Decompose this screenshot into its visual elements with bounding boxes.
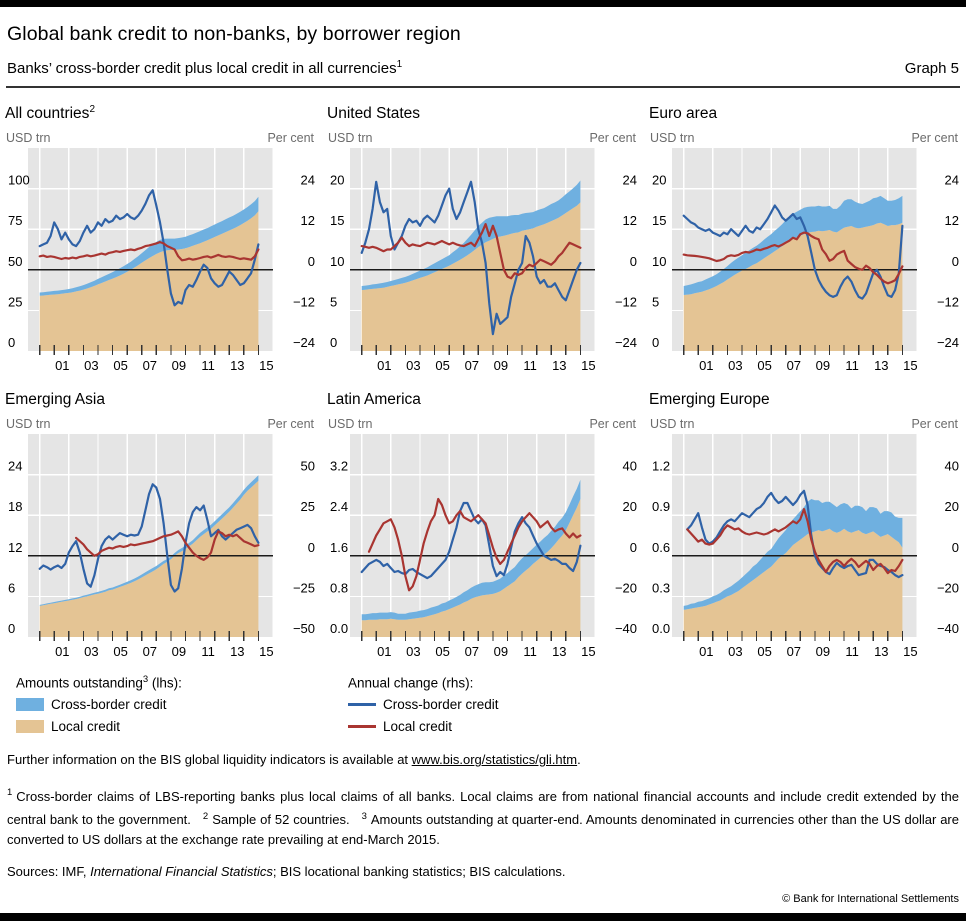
panel-latin-america [322, 376, 644, 662]
legend-heading-change: Annual change (rhs): [348, 675, 474, 691]
x-axis-year-label: 07 [464, 358, 480, 374]
chart-emerging-asia [0, 434, 322, 662]
footnote-2: $^2$ Sample of 52 countries. [202, 810, 350, 827]
legend-group-change [348, 674, 499, 736]
chart-united-states [322, 148, 644, 376]
axis-units [328, 417, 636, 431]
right-axis-tick-label: 40 [944, 458, 959, 474]
panel-united-states [322, 90, 644, 376]
x-axis-year-label: 09 [171, 644, 187, 660]
cross-border-area-swatch [16, 698, 44, 711]
axis-units [6, 131, 314, 145]
left-axis-unit: USD trn [328, 417, 373, 432]
left-axis-tick-label: 100 [8, 172, 30, 188]
x-axis-year-label: 09 [493, 358, 509, 374]
right-axis-tick-label: 24 [944, 172, 959, 188]
x-axis-year-label: 03 [728, 644, 743, 660]
left-axis-tick-label: 0.0 [652, 621, 671, 637]
x-axis-year-label: 01 [699, 358, 714, 374]
x-axis-year-label: 13 [874, 644, 889, 660]
left-axis-tick-label: 0.3 [652, 580, 671, 596]
x-axis-year-label: 13 [230, 644, 245, 660]
x-axis-year-label: 05 [435, 358, 450, 374]
right-axis-tick-label: 12 [622, 213, 637, 229]
left-axis-unit: USD trn [650, 417, 695, 432]
x-axis-year-label: 11 [845, 644, 859, 660]
chart-svg-emerging-europe [644, 434, 966, 662]
right-axis-tick-label: −12 [936, 294, 959, 310]
header [0, 7, 966, 88]
left-axis-tick-label: 0.9 [652, 499, 671, 515]
left-axis-tick-label: 0 [652, 335, 660, 351]
x-axis-year-label: 11 [201, 358, 215, 374]
subtitle-footnote-ref: 1 [396, 59, 403, 70]
right-axis-tick-label: 0 [307, 253, 315, 269]
axis-units [650, 417, 958, 431]
right-axis-tick-label: −20 [614, 580, 637, 596]
x-axis-year-label: 11 [845, 358, 859, 374]
right-axis-tick-label: −24 [614, 335, 637, 351]
x-axis-year-label: 09 [815, 644, 831, 660]
panel-euro-area [644, 90, 966, 376]
gli-statistics-link[interactable]: www.bis.org/statistics/gli.htm [411, 752, 578, 768]
right-axis-tick-label: 24 [622, 172, 637, 188]
x-axis-year-label: 01 [55, 644, 70, 660]
right-axis-tick-label: 50 [300, 458, 315, 474]
legend [0, 674, 966, 736]
panel-title: Latin America [327, 391, 421, 409]
panel-title: Emerging Asia [5, 391, 105, 409]
legend-group-outstanding [16, 674, 182, 736]
right-axis-tick-label: −12 [292, 294, 315, 310]
footnotes [7, 783, 959, 850]
right-axis-tick-label: 0 [951, 253, 959, 269]
x-axis-year-label: 03 [84, 644, 99, 660]
right-axis-tick-label: 25 [300, 499, 315, 515]
left-axis-unit: USD trn [328, 131, 373, 146]
left-axis-tick-label: 10 [652, 253, 667, 269]
x-axis-year-label: 07 [464, 644, 480, 660]
right-axis-tick-label: −25 [292, 580, 315, 596]
left-axis-tick-label: 75 [8, 213, 23, 229]
right-axis-tick-label: 0 [629, 253, 637, 269]
x-axis-year-label: 05 [435, 644, 450, 660]
x-axis-year-label: 09 [815, 358, 831, 374]
left-axis-tick-label: 50 [8, 253, 23, 269]
chart-svg-united-states [322, 148, 644, 376]
right-axis-tick-label: −50 [292, 621, 315, 637]
right-axis-unit: Per cent [911, 417, 958, 432]
panel-title: All countries$^2$ [5, 104, 95, 123]
right-axis-unit: Per cent [589, 417, 636, 432]
sources-line: Sources: IMF, International Financial Statistics; BIS locational banking statistics; BIS calculations. [7, 864, 566, 879]
x-axis-year-label: 01 [377, 358, 392, 374]
right-axis-tick-label: −40 [936, 621, 959, 637]
left-axis-tick-label: 1.2 [652, 458, 671, 474]
right-axis-unit: Per cent [911, 131, 958, 146]
x-axis-year-label: 01 [377, 644, 392, 660]
footnote-3: $^3$ Amounts outstanding at quarter-end. Amounts denominated in currencies other than the US dollar are converted to US dollars at the exchange rate prevailing at end-March 2015. [7, 810, 959, 847]
right-axis-tick-label: 20 [944, 499, 959, 515]
left-axis-tick-label: 20 [652, 172, 667, 188]
x-axis-year-label: 15 [581, 358, 596, 374]
cross-border-line-swatch [348, 703, 376, 706]
x-axis-year-label: 09 [493, 644, 509, 660]
right-axis-tick-label: 12 [300, 213, 315, 229]
x-axis-year-label: 09 [171, 358, 187, 374]
left-axis-tick-label: 3.2 [330, 458, 349, 474]
x-axis-year-label: 13 [552, 358, 567, 374]
left-axis-tick-label: 24 [8, 458, 23, 474]
bottom-black-bar [0, 913, 966, 921]
graph-number-label: Graph 5 [904, 60, 959, 77]
legend-heading-outstanding: Amounts outstanding$^3$ (lhs): [16, 674, 182, 691]
right-axis-tick-label: 0 [307, 540, 315, 556]
legend-item-local-line: Local credit [348, 718, 499, 736]
x-axis-year-label: 15 [903, 644, 918, 660]
axis-units [6, 417, 314, 431]
x-axis-year-label: 03 [406, 358, 421, 374]
right-axis-tick-label: 24 [300, 172, 315, 188]
axis-units [650, 131, 958, 145]
chart-svg-emerging-asia [0, 434, 322, 662]
right-axis-unit: Per cent [267, 131, 314, 146]
x-axis-year-label: 05 [757, 644, 772, 660]
left-axis-unit: USD trn [6, 417, 51, 432]
x-axis-year-label: 07 [142, 358, 158, 374]
axis-units [328, 131, 636, 145]
legend-item-cross-border-line: Cross-border credit [348, 696, 499, 714]
panel-emerging-asia [0, 376, 322, 662]
x-axis-year-label: 15 [581, 644, 596, 660]
x-axis-year-label: 15 [259, 644, 274, 660]
left-axis-unit: USD trn [650, 131, 695, 146]
chart-svg-all-countries [0, 148, 322, 376]
x-axis-year-label: 03 [84, 358, 99, 374]
local-area-swatch [16, 720, 44, 733]
x-axis-year-label: 11 [523, 358, 537, 374]
x-axis-year-label: 07 [786, 644, 802, 660]
left-axis-tick-label: 2.4 [330, 499, 349, 515]
panel-all-countries [0, 90, 322, 376]
x-axis-year-label: 03 [406, 644, 421, 660]
chart-svg-latin-america [322, 434, 644, 662]
left-axis-tick-label: 0.6 [652, 540, 671, 556]
footnote-1: $^1$ Cross-border claims of LBS-reporting banks plus local claims of all banks. Local claims are from national financial accounts and include credit extended by the central bank to the government. [7, 787, 959, 827]
footer [0, 736, 966, 913]
x-axis-year-label: 13 [552, 644, 567, 660]
right-axis-tick-label: 20 [622, 499, 637, 515]
left-axis-tick-label: 0.8 [330, 580, 349, 596]
x-axis-year-label: 15 [903, 358, 918, 374]
local-line-swatch [348, 725, 376, 728]
right-axis-tick-label: −12 [614, 294, 637, 310]
legend-item-local-area: Local credit [16, 718, 182, 736]
right-axis-tick-label: −24 [936, 335, 959, 351]
right-axis-tick-label: 40 [622, 458, 637, 474]
copyright-notice: © Bank for International Settlements [782, 893, 959, 905]
x-axis-year-label: 11 [201, 644, 215, 660]
chart-emerging-europe [644, 434, 966, 662]
legend-item-cross-border-area: Cross-border credit [16, 696, 182, 714]
x-axis-year-label: 05 [113, 358, 128, 374]
x-axis-year-label: 01 [699, 644, 714, 660]
left-axis-tick-label: 10 [330, 253, 345, 269]
left-axis-tick-label: 0 [8, 335, 16, 351]
right-axis-tick-label: −40 [614, 621, 637, 637]
x-axis-year-label: 15 [259, 358, 274, 374]
right-axis-tick-label: −24 [292, 335, 315, 351]
left-axis-tick-label: 0 [330, 335, 338, 351]
right-axis-tick-label: −20 [936, 580, 959, 596]
top-black-bar [0, 0, 966, 7]
left-axis-tick-label: 15 [652, 213, 667, 229]
left-axis-tick-label: 1.6 [330, 540, 349, 556]
x-axis-year-label: 13 [230, 358, 245, 374]
page-title: Global bank credit to non-banks, by borrower region [7, 23, 461, 45]
further-info-line: Further information on the BIS global liquidity indicators is available at www.bis.org/statistics/gli.htm. [7, 752, 581, 768]
panel-emerging-europe [644, 376, 966, 662]
chart-all-countries [0, 148, 322, 376]
left-axis-tick-label: 0 [8, 621, 16, 637]
right-axis-unit: Per cent [267, 417, 314, 432]
panel-title: Euro area [649, 105, 718, 123]
page-subtitle: Banks’ cross-border credit plus local credit in all currencies$^1$ [7, 59, 403, 77]
chart-grid [0, 90, 966, 662]
panel-title: United States [327, 105, 421, 123]
left-axis-tick-label: 15 [330, 213, 345, 229]
chart-svg-euro-area [644, 148, 966, 376]
left-axis-tick-label: 5 [652, 294, 660, 310]
right-axis-unit: Per cent [589, 131, 636, 146]
x-axis-year-label: 05 [113, 644, 128, 660]
x-axis-year-label: 07 [786, 358, 802, 374]
left-axis-tick-label: 0.0 [330, 621, 349, 637]
x-axis-year-label: 05 [757, 358, 772, 374]
left-axis-tick-label: 20 [330, 172, 345, 188]
left-axis-tick-label: 18 [8, 499, 23, 515]
x-axis-year-label: 01 [55, 358, 70, 374]
x-axis-year-label: 03 [728, 358, 743, 374]
right-axis-tick-label: 0 [629, 540, 637, 556]
chart-euro-area [644, 148, 966, 376]
x-axis-year-label: 07 [142, 644, 158, 660]
left-axis-tick-label: 6 [8, 580, 16, 596]
right-axis-tick-label: 12 [944, 213, 959, 229]
x-axis-year-label: 11 [523, 644, 537, 660]
left-axis-tick-label: 5 [330, 294, 338, 310]
panel-title: Emerging Europe [649, 391, 770, 409]
right-axis-tick-label: 0 [951, 540, 959, 556]
header-divider [6, 86, 960, 88]
left-axis-tick-label: 12 [8, 540, 23, 556]
x-axis-year-label: 13 [874, 358, 889, 374]
left-axis-unit: USD trn [6, 131, 51, 146]
chart-latin-america [322, 434, 644, 662]
left-axis-tick-label: 25 [8, 294, 23, 310]
